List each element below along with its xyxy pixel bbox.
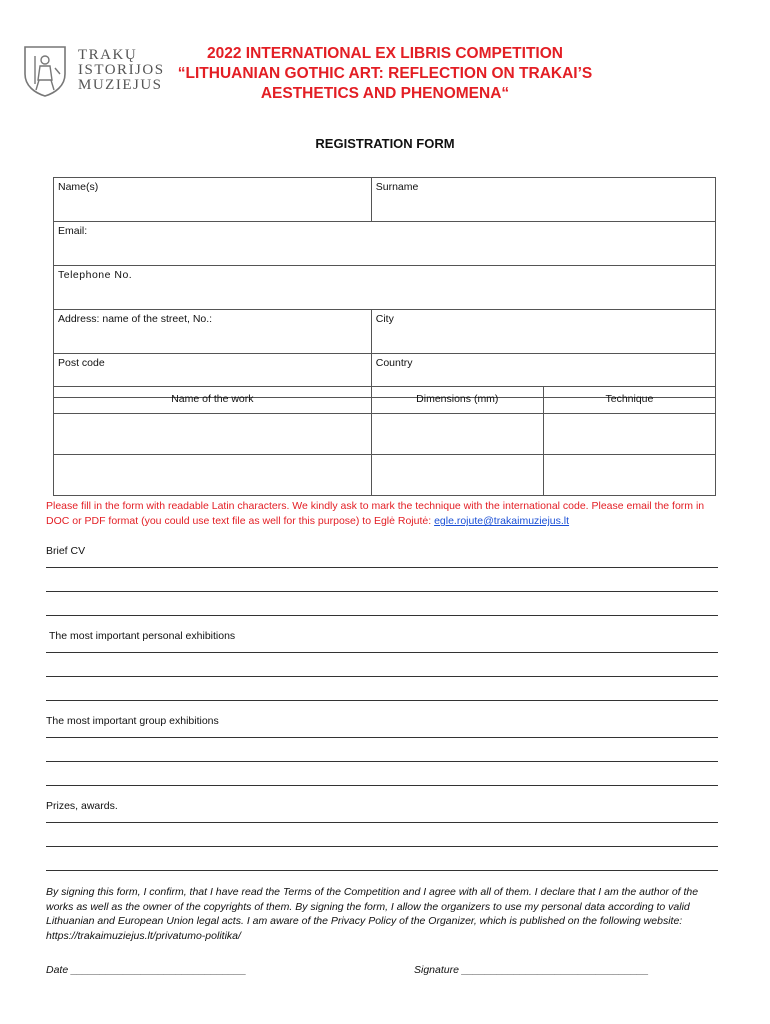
logo-line: TRAKŲ [78,47,138,63]
city-label: City [375,313,394,325]
email-field[interactable] [54,222,716,266]
works-table [53,386,716,496]
brief-cv-line[interactable] [46,567,718,568]
competition-title [150,44,620,104]
title-line: AESTHETICS AND PHENOMENA“ [260,85,510,102]
city-field[interactable] [371,310,715,354]
work-name-cell[interactable] [54,455,372,496]
prizes-label: Prizes, awards. [46,800,118,812]
personal-exhibitions-label: The most important personal exhibitions [49,630,236,642]
brief-cv-label: Brief CV [46,545,86,557]
work-dimensions-cell[interactable] [371,455,543,496]
email-label: Email: [58,225,88,237]
registration-table [53,177,716,398]
logo-line: MUZIEJUS [78,77,163,93]
signature-field[interactable]: Signature ________________________________ [414,964,649,976]
brief-cv-line[interactable] [46,591,718,592]
works-column-header: Dimensions (mm) [371,387,543,414]
address-label: Address: name of the street, No.: [58,313,213,325]
personal-exhibitions-line[interactable] [46,700,718,701]
personal-exhibitions-line[interactable] [46,652,718,653]
prizes-line[interactable] [46,870,718,871]
logo-line: ISTORIJOS [78,62,165,78]
telephone-field[interactable] [54,266,716,310]
prizes-line[interactable] [46,846,718,847]
coat-of-arms-icon [22,44,68,98]
museum-logo [22,44,165,100]
date-field[interactable]: Date ______________________________ [46,964,247,976]
surname-field[interactable] [371,178,715,222]
address-field[interactable] [54,310,372,354]
post-code-label: Post code [58,357,105,369]
work-technique-cell[interactable] [543,455,715,496]
names-label: Name(s) [58,181,99,193]
surname-label: Surname [375,181,419,193]
works-header-row [54,387,716,414]
personal-exhibitions-line[interactable] [46,676,718,677]
group-exhibitions-line[interactable] [46,785,718,786]
consent-statement: By signing this form, I confirm, that I have read the Terms of the Competition and I agree with all of them. I declare that I am the author of the works as well as the owner of the copyrights of them. By signing the form, I allow the organizers to use my personal data according to valid Lithuanian and European Union legal acts. I am aware of the Privacy Policy of the Organizer, which is published on the following website: https://trakaimuziejus.lt/privatumo-politika/ [46,886,699,942]
work-dimensions-cell[interactable] [371,414,543,455]
instructions-note [46,499,726,529]
note-text: Please fill in the form with readable Latin characters. We kindly ask to mark the technique with the international code. Please email the form in DOC or PDF format (you could use text file as well for this purpose) to Eglė Rojutė: [46,500,705,527]
telephone-label: Telephone No. [58,269,133,281]
contact-email-link[interactable]: egle.rojute@trakaimuziejus.lt [434,515,570,527]
form-heading: REGISTRATION FORM [315,136,455,151]
group-exhibitions-line[interactable] [46,737,718,738]
prizes-line[interactable] [46,822,718,823]
works-row [54,414,716,455]
work-technique-cell[interactable] [543,414,715,455]
brief-cv-line[interactable] [46,615,718,616]
work-name-cell[interactable] [54,414,372,455]
title-line: 2022 INTERNATIONAL EX LIBRIS COMPETITION [207,45,563,62]
country-label: Country [375,357,413,369]
title-line: “LITHUANIAN GOTHIC ART: REFLECTION ON TRAKAI’S [177,65,593,82]
works-row [54,455,716,496]
group-exhibitions-line[interactable] [46,761,718,762]
works-column-header: Name of the work [54,387,372,414]
names-field[interactable] [54,178,372,222]
group-exhibitions-label: The most important group exhibitions [46,715,219,727]
works-column-header: Technique [543,387,715,414]
